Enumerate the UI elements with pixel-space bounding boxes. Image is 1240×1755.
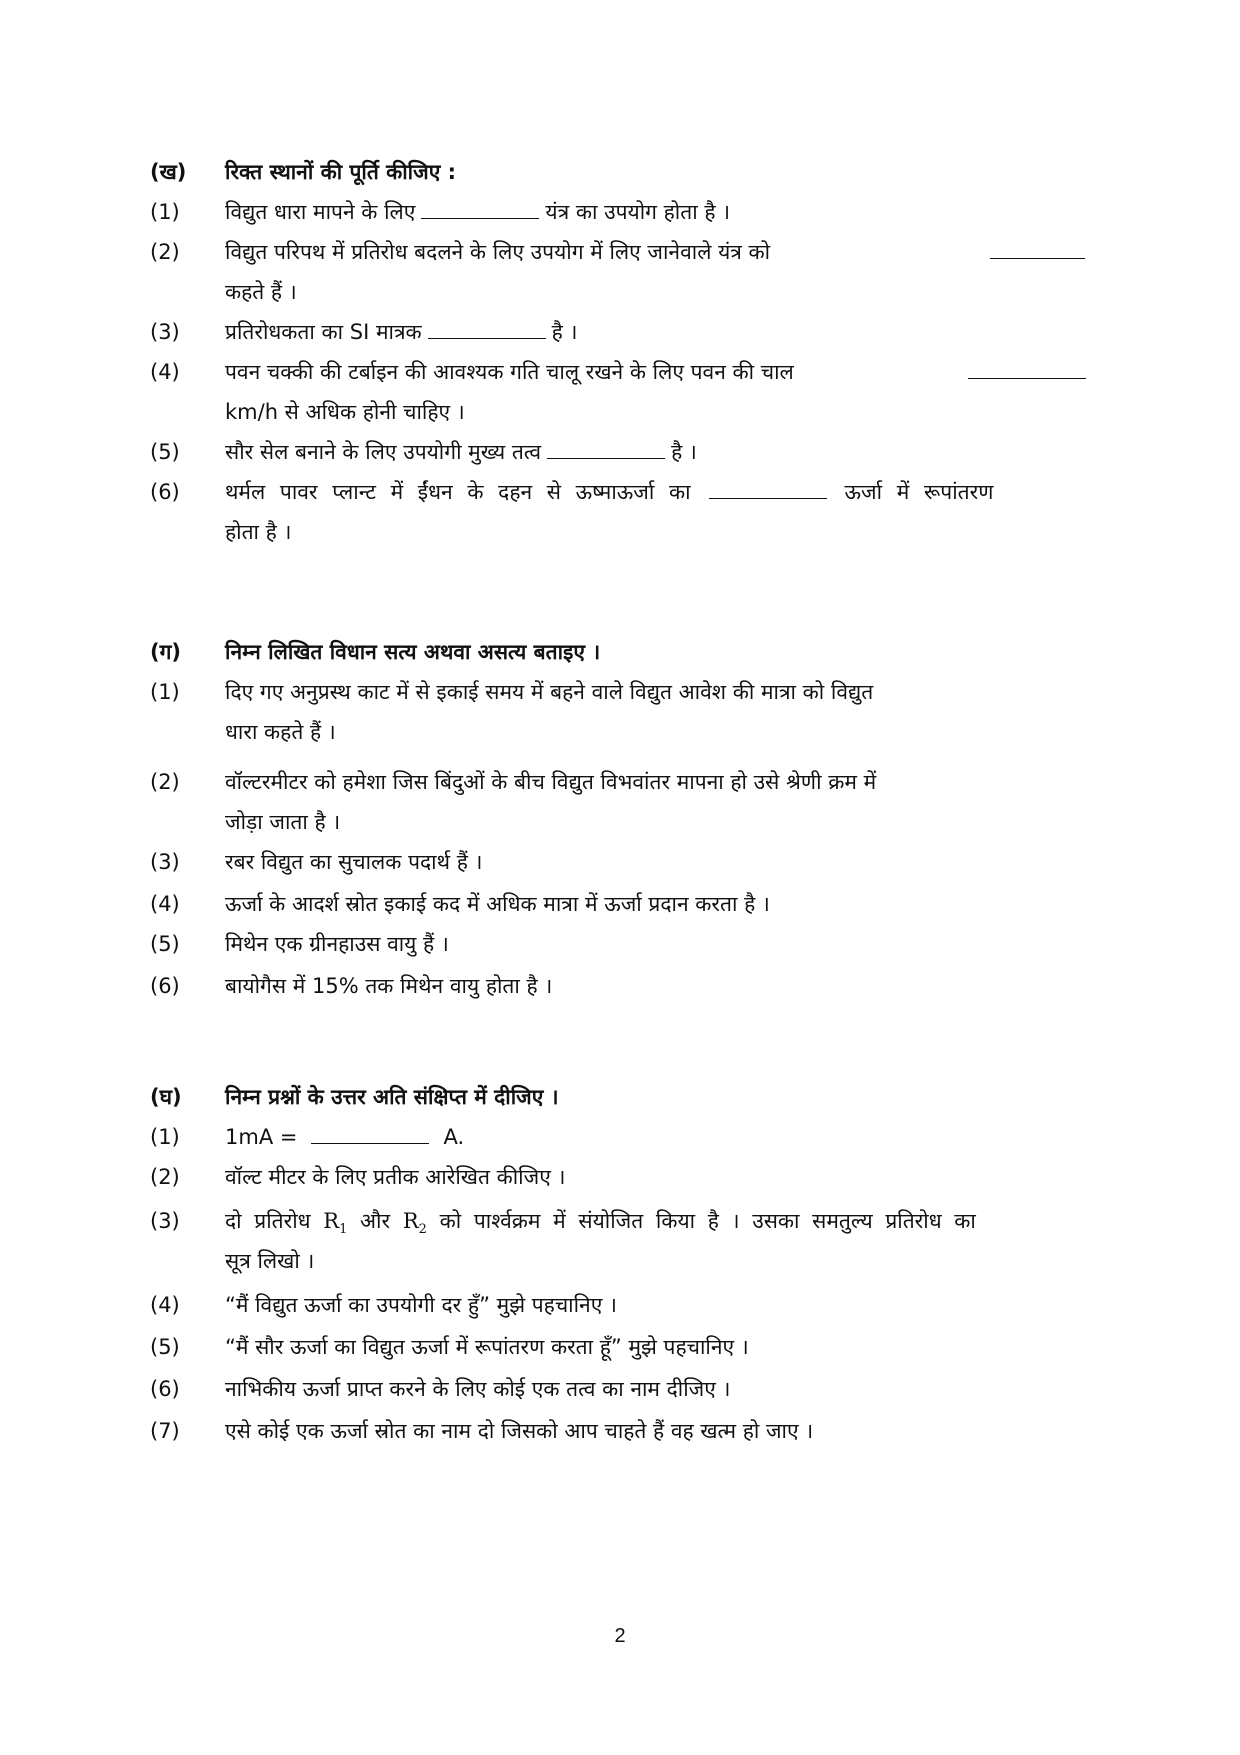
question-text-continued: होता है । (225, 520, 292, 544)
question-text: वॉल्टरमीटर को हमेशा जिस बिंदुओं के बीच विद्युत विभवांतर मापना हो उसे श्रेणी क्रम में (225, 770, 877, 794)
section-label: (घ) (150, 1085, 182, 1109)
question-number: (4) (150, 892, 180, 916)
question-text (225, 310, 1095, 354)
question-text-continued: जोड़ा जाता है । (225, 810, 341, 834)
answer-blank (968, 356, 1086, 379)
question-text: रबर विद्युत का सुचालक पदार्थ हैं । (225, 850, 483, 874)
question-text-continued: सूत्र लिखो । (225, 1249, 315, 1273)
answer-blank (421, 196, 539, 219)
question-text: विद्युत परिपथ में प्रतिरोध बदलने के लिए उपयोग में लिए जानेवाले यंत्र को (225, 240, 771, 264)
question-text-part: है । (551, 320, 578, 344)
question-blank-container (990, 230, 1090, 274)
question-text-part: को पार्श्वक्रम में संयोजित किया है । उसका समतुल्य प्रतिरोध का (439, 1209, 976, 1233)
question-text: मिथेन एक ग्रीनहाउस वायु हैं । (225, 932, 449, 956)
section-title: निम्न लिखित विधान सत्य अथवा असत्य बताइए । (225, 640, 601, 664)
page-number: 2 (614, 1625, 626, 1647)
question-number: (6) (150, 1377, 180, 1401)
question-text-part: है । (671, 440, 697, 464)
question-text: “मैं विद्युत ऊर्जा का उपयोगी दर हुँ” मुझे पहचानिए । (225, 1293, 617, 1317)
section-label: (ग) (150, 640, 182, 664)
question-text (225, 470, 1095, 514)
section-title: निम्न प्रश्नों के उत्तर अति संक्षिप्त में दीजिए । (225, 1085, 559, 1109)
question-text: बायोगैस में 15% तक मिथेन वायु होता है । (225, 974, 553, 998)
question-text-part: सौर सेल बनाने के लिए उपयोगी मुख्य तत्व (225, 440, 542, 464)
question-number: (2) (150, 770, 180, 794)
question-text: एसे कोई एक ऊर्जा स्रोत का नाम दो जिसको आप चाहते हैं वह खत्म हो जाए । (225, 1419, 814, 1443)
section-label: (ख) (150, 160, 187, 184)
question-number: (6) (150, 974, 180, 998)
question-text-part: 1mA = (225, 1125, 298, 1149)
question-text (225, 190, 1095, 234)
question-number: (4) (150, 360, 180, 384)
question-text-part: प्रतिरोधकता का SI मात्रक (225, 320, 422, 344)
answer-blank (709, 476, 827, 499)
symbol-subscript: 1 (339, 1222, 348, 1237)
resistor-r1-symbol (323, 1209, 348, 1237)
question-text-continued: कहते हैं । (225, 280, 297, 304)
question-text: नाभिकीय ऊर्जा प्राप्त करने के लिए कोई एक तत्व का नाम दीजिए । (225, 1377, 731, 1401)
question-text-continued: km/h से अधिक होनी चाहिए । (225, 400, 465, 424)
question-number: (1) (150, 200, 180, 224)
question-blank-container (968, 350, 1090, 394)
question-text-part: दो प्रतिरोध (225, 1209, 311, 1233)
question-number: (3) (150, 850, 180, 874)
question-number: (7) (150, 1419, 180, 1443)
question-text (225, 430, 1095, 474)
symbol-subscript: 2 (418, 1222, 427, 1237)
question-number: (5) (150, 440, 180, 464)
question-text: दिए गए अनुप्रस्थ काट में से इकाई समय में बहने वाले विद्युत आवेश की मात्रा को विद्युत (225, 680, 874, 704)
question-text-part: A. (443, 1125, 465, 1149)
answer-blank (547, 436, 665, 459)
question-number: (5) (150, 1335, 180, 1359)
question-text: पवन चक्की की टर्बाइन की आवश्यक गति चालू रखने के लिए पवन की चाल (225, 360, 794, 384)
question-text-continued: धारा कहते हैं । (225, 720, 336, 744)
question-text-part: और (360, 1209, 391, 1233)
symbol-letter: R (402, 1209, 419, 1233)
answer-blank (990, 236, 1085, 259)
question-text-part: यंत्र का उपयोग होता है । (545, 200, 731, 224)
question-number: (3) (150, 1209, 180, 1233)
question-text (225, 1115, 1095, 1159)
question-text-part: ऊर्जा में रूपांतरण (844, 480, 994, 504)
question-number: (1) (150, 680, 180, 704)
question-text-part: थर्मल पावर प्लान्ट में ईंधन के दहन से ऊष्माऊर्जा का (225, 480, 691, 504)
question-number: (3) (150, 320, 180, 344)
question-number: (2) (150, 240, 180, 264)
answer-blank (311, 1121, 429, 1144)
question-number: (5) (150, 932, 180, 956)
question-number: (4) (150, 1293, 180, 1317)
section-title: रिक्त स्थानों की पूर्ति कीजिए : (225, 160, 457, 184)
resistor-r2-symbol (402, 1209, 427, 1237)
question-number: (2) (150, 1165, 180, 1189)
answer-blank (428, 316, 546, 339)
question-number: (6) (150, 480, 180, 504)
symbol-letter: R (323, 1209, 340, 1233)
question-text-part: विद्युत धारा मापने के लिए (225, 200, 416, 224)
question-text: “मैं सौर ऊर्जा का विद्युत ऊर्जा में रूपांतरण करता हूँ” मुझे पहचानिए । (225, 1335, 749, 1359)
question-text: वॉल्ट मीटर के लिए प्रतीक आरेखित कीजिए । (225, 1165, 566, 1189)
question-text: ऊर्जा के आदर्श स्रोत इकाई कद में अधिक मात्रा में ऊर्जा प्रदान करता है । (225, 892, 770, 916)
question-number: (1) (150, 1125, 180, 1149)
